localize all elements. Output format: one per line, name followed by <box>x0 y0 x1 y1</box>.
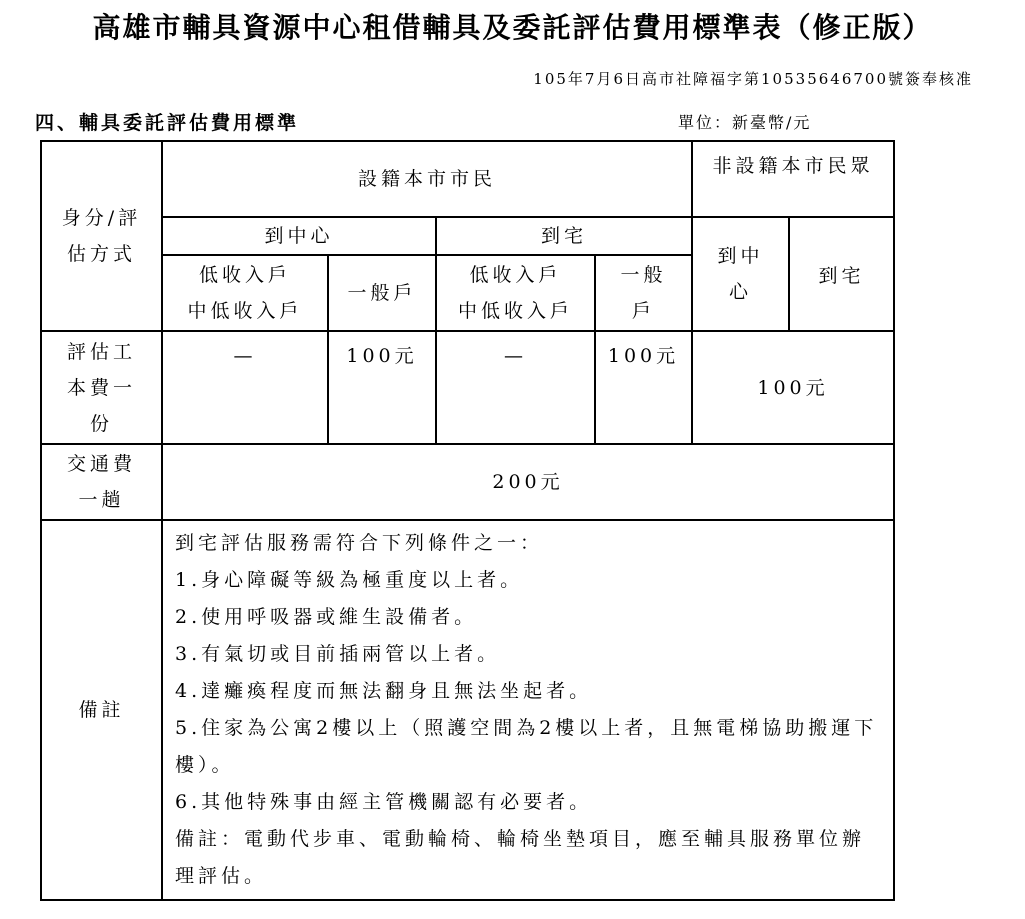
eval-cost-center-low: — <box>162 331 328 444</box>
header-to-center: 到中心 <box>162 217 436 255</box>
document-title: 高雄市輔具資源中心租借輔具及委託評估費用標準表（修正版） <box>92 11 933 44</box>
currency-unit: 單位：新臺幣/元 <box>678 113 812 132</box>
row-label-transport: 交通費一趟 <box>41 444 162 520</box>
notes-intro: 到宅評估服務需符合下列條件之一： <box>175 532 544 554</box>
notes-remark: 備註：電動代步車、電動輪椅、輪椅坐墊項目，應至輔具服務單位辦理評估。 <box>175 828 866 887</box>
fee-table <box>40 140 895 901</box>
header-to-home: 到宅 <box>436 217 692 255</box>
header-identity-method: 身分/評估方式 <box>41 141 162 331</box>
eval-cost-home-low: — <box>436 331 595 444</box>
eval-cost-non-resident: 100元 <box>692 331 894 444</box>
row-label-notes: 備註 <box>41 520 162 900</box>
notes-content <box>162 520 894 900</box>
eval-cost-home-general: 100元 <box>595 331 692 444</box>
header-resident: 設籍本市市民 <box>162 141 692 217</box>
header-nr-to-home: 到宅 <box>789 217 894 331</box>
notes-item: 1.身心障礙等級為極重度以上者。 <box>175 569 524 591</box>
notes-item: 2.使用呼吸器或維生設備者。 <box>175 606 478 628</box>
header-center-general: 一般戶 <box>328 255 436 331</box>
row-label-eval-cost: 評估工本費一份 <box>41 331 162 444</box>
header-nr-to-center: 到中心 <box>692 217 789 331</box>
header-center-low-income: 低收入戶 中低收入戶 <box>162 255 328 331</box>
header-non-resident: 非設籍本市民眾 <box>692 141 894 217</box>
eval-cost-center-general: 100元 <box>328 331 436 444</box>
notes-item: 5.住家為公寓2樓以上（照護空間為2樓以上者，且無電梯協助搬運下樓）。 <box>175 717 878 776</box>
notes-item: 4.達癱瘓程度而無法翻身且無法坐起者。 <box>175 680 593 702</box>
header-home-general: 一般戶 <box>595 255 692 331</box>
notes-item: 6.其他特殊事由經主管機關認有必要者。 <box>175 791 593 813</box>
section-title: 四、輔具委託評估費用標準 <box>35 112 300 134</box>
notes-item: 3.有氣切或目前插兩管以上者。 <box>175 643 501 665</box>
approval-note: 105年7月6日高市社障福字第10535646700號簽奉核准 <box>533 70 973 88</box>
header-home-low-income: 低收入戶 中低收入戶 <box>436 255 595 331</box>
transport-value: 200元 <box>162 444 894 520</box>
